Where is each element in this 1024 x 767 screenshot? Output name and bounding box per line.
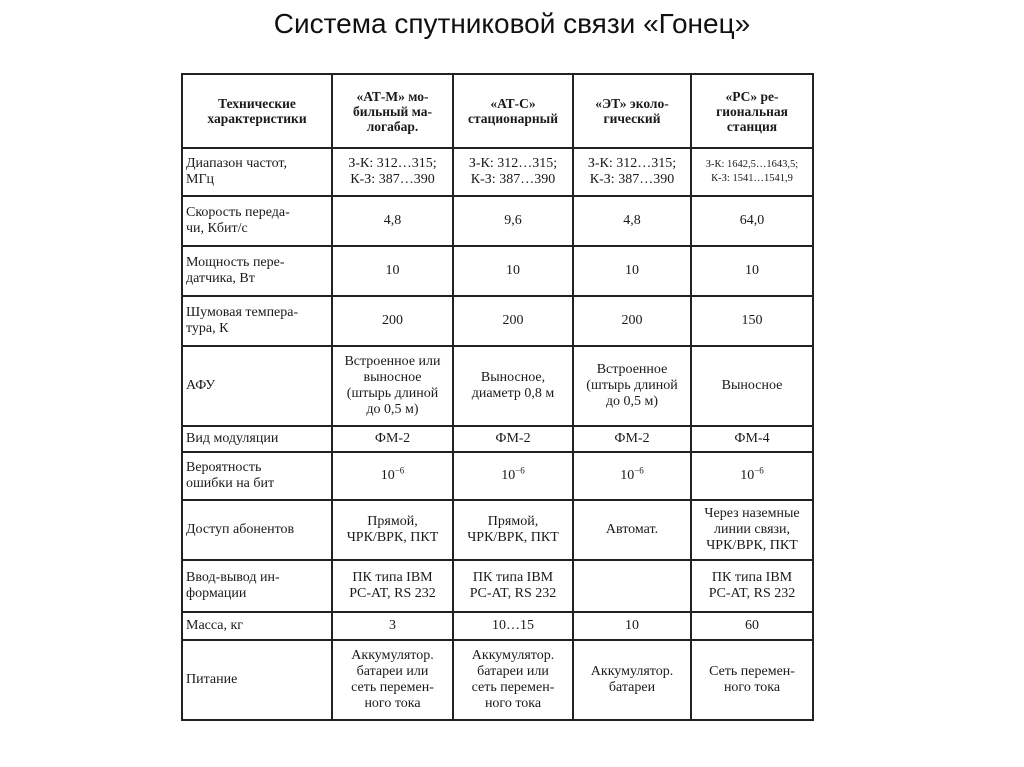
table-cell: ФМ-2 — [453, 426, 573, 452]
table-cell: ПК типа IBM PC-AT, RS 232 — [691, 560, 813, 612]
base-value: 10 — [380, 468, 395, 483]
row-label: Шумовая темпера- тура, К — [182, 296, 332, 346]
table-cell: Выносное — [691, 346, 813, 426]
table-row — [182, 196, 813, 246]
table-row — [182, 640, 813, 720]
header-et: «ЭТ» эколо- гический — [573, 74, 691, 148]
exponent: −6 — [634, 465, 644, 476]
table-cell: Через наземные линии связи, ЧРК/ВРК, ПКТ — [691, 500, 813, 560]
table-row — [182, 426, 813, 452]
exponent: −6 — [394, 465, 405, 476]
header-at-s: «АТ-С» стационарный — [453, 74, 573, 148]
header-rs: «РС» ре- гиональная станция — [691, 74, 813, 148]
table-cell: ФМ-2 — [573, 426, 691, 452]
table-cell: З-К: 1642,5…1643,5; К-З: 1541…1541,9 — [691, 148, 813, 196]
base-value: 10 — [501, 468, 516, 483]
header-at-m: «АТ-М» мо- бильный ма- логабар. — [332, 74, 453, 148]
table-cell: Сеть перемен- ного тока — [691, 640, 813, 720]
row-label: Доступ абонентов — [182, 500, 332, 560]
table-cell — [453, 452, 573, 500]
table-cell: ФМ-4 — [691, 426, 813, 452]
table-cell: Прямой, ЧРК/ВРК, ПКТ — [453, 500, 573, 560]
table-cell: 200 — [573, 296, 691, 346]
table-cell: 10 — [573, 612, 691, 640]
table-row — [182, 560, 813, 612]
exponent: −6 — [754, 465, 764, 476]
row-label: Мощность пере- датчика, Вт — [182, 246, 332, 296]
table-cell: З-К: 312…315; К-З: 387…390 — [573, 148, 691, 196]
table-row — [182, 148, 813, 196]
table-cell: Встроенное (штырь длиной до 0,5 м) — [573, 346, 691, 426]
table-cell: Встроенное или выносное (штырь длиной до 0,5 м) — [332, 346, 453, 426]
table-cell — [573, 560, 691, 612]
table-cell: 64,0 — [691, 196, 813, 246]
table-cell: 200 — [453, 296, 573, 346]
table-cell: Аккумулятор. батареи или сеть перемен- ного тока — [453, 640, 573, 720]
row-label: Вероятность ошибки на бит — [182, 452, 332, 500]
table-cell: 4,8 — [573, 196, 691, 246]
table-cell: 10 — [691, 246, 813, 296]
table-cell: 150 — [691, 296, 813, 346]
table-cell: З-К: 312…315; К-З: 387…390 — [332, 148, 453, 196]
table-cell: ПК типа IBM PC-AT, RS 232 — [453, 560, 573, 612]
table-cell: 4,8 — [332, 196, 453, 246]
table-cell: 200 — [332, 296, 453, 346]
table-row — [182, 612, 813, 640]
row-label: Скорость переда- чи, Кбит/с — [182, 196, 332, 246]
table-cell: Автомат. — [573, 500, 691, 560]
table-cell — [691, 452, 813, 500]
row-label: Масса, кг — [182, 612, 332, 640]
table-header-row — [182, 74, 813, 148]
table-row — [182, 296, 813, 346]
table-cell: 10 — [453, 246, 573, 296]
table-cell: 60 — [691, 612, 813, 640]
table-cell: З-К: 312…315; К-З: 387…390 — [453, 148, 573, 196]
table-cell: 3 — [332, 612, 453, 640]
slide-title: Система спутниковой связи «Гонец» — [273, 8, 751, 39]
table-row — [182, 246, 813, 296]
header-characteristics: Технические характеристики — [182, 74, 332, 148]
table-cell: Аккумулятор. батареи или сеть перемен- ного тока — [332, 640, 453, 720]
table-cell: Выносное, диаметр 0,8 м — [453, 346, 573, 426]
row-label: Диапазон частот, МГц — [182, 148, 332, 196]
table-cell: 10 — [573, 246, 691, 296]
row-label: АФУ — [182, 346, 332, 426]
table-cell: ПК типа IBM PC-AT, RS 232 — [332, 560, 453, 612]
table-cell — [332, 452, 453, 500]
table-cell: 10 — [332, 246, 453, 296]
table-row — [182, 500, 813, 560]
table-cell: Аккумулятор. батареи — [573, 640, 691, 720]
table-row — [182, 452, 813, 500]
row-label: Ввод-вывод ин- формации — [182, 560, 332, 612]
row-label: Питание — [182, 640, 332, 720]
table-cell: Прямой, ЧРК/ВРК, ПКТ — [332, 500, 453, 560]
table-row — [182, 346, 813, 426]
table-cell: ФМ-2 — [332, 426, 453, 452]
specs-table — [181, 73, 814, 721]
exponent: −6 — [515, 465, 525, 476]
table-cell: 9,6 — [453, 196, 573, 246]
base-value: 10 — [620, 468, 635, 483]
table-cell — [573, 452, 691, 500]
base-value: 10 — [740, 468, 755, 483]
table-cell: 10…15 — [453, 612, 573, 640]
row-label: Вид модуляции — [182, 426, 332, 452]
